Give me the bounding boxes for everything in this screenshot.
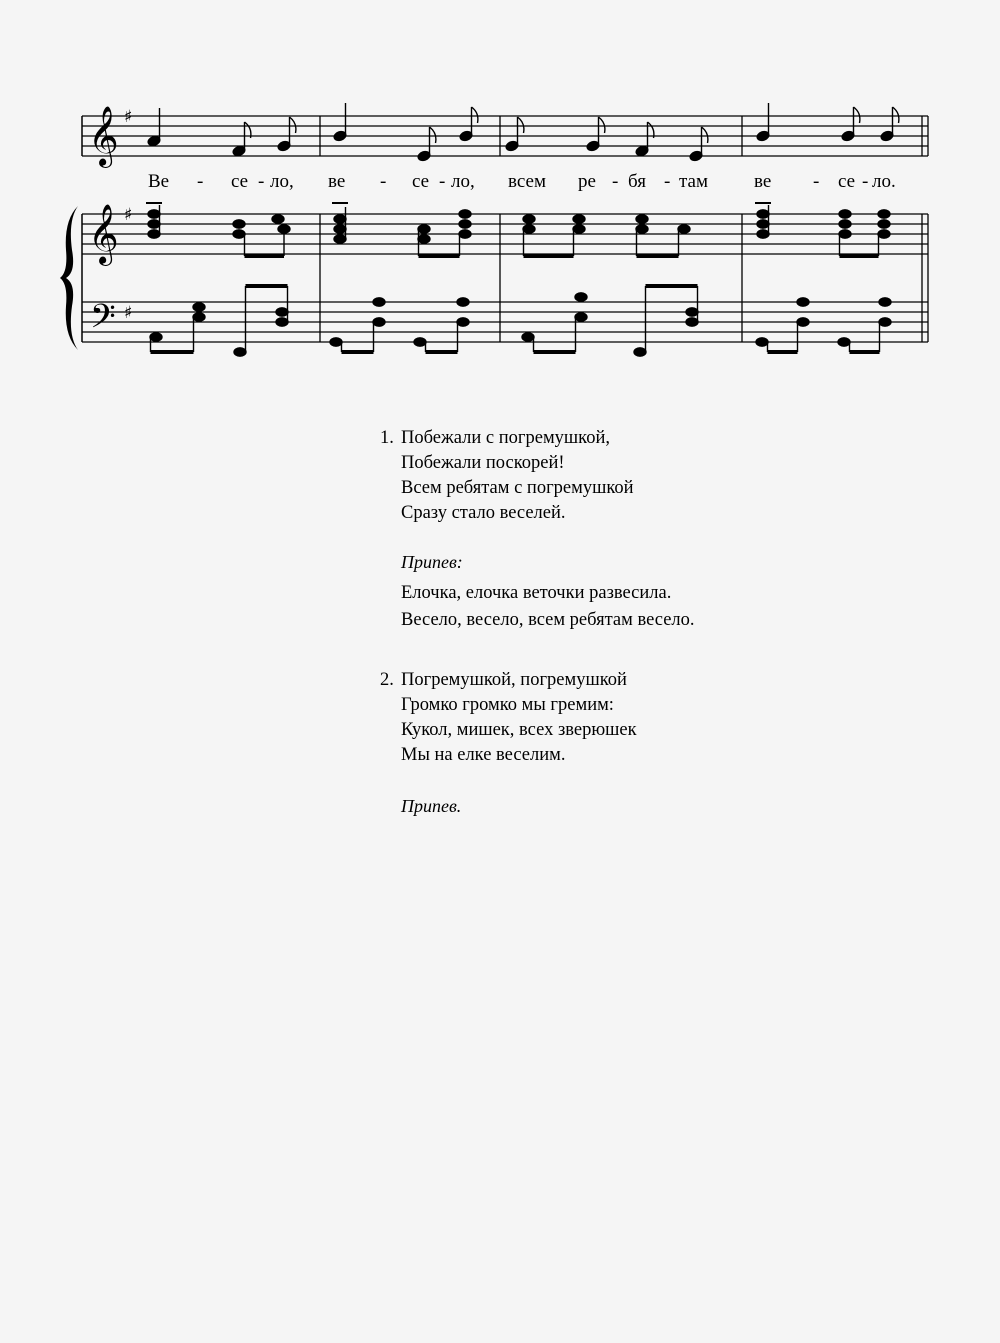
verse-line-text: Побежали с погремушкой,	[401, 428, 610, 448]
piano-brace	[60, 206, 78, 350]
lyric-syllable: Ве	[148, 171, 170, 192]
lyric-hyphen: -	[813, 171, 820, 192]
piano-bass-notes	[150, 286, 891, 356]
refrain-repeat-label: Припев.	[401, 796, 462, 816]
sheet-music-score	[0, 0, 1000, 400]
lyric-syllable: се	[838, 171, 856, 192]
voice-notes	[147, 103, 899, 162]
lyric-syllable: ре	[578, 171, 596, 192]
verse-1	[380, 426, 634, 526]
lyric-syllable: се	[231, 171, 249, 192]
verse-line	[380, 668, 637, 693]
verse-line: Громко громко мы гремим:	[401, 695, 614, 715]
verse-number: 1.	[380, 428, 394, 448]
lyric-hyphen: -	[439, 171, 446, 192]
refrain-text	[401, 580, 695, 634]
verse-line-text: Погремушкой, погремушкой	[401, 670, 627, 690]
lyric-syllable: бя	[628, 171, 646, 192]
verse-line: Всем ребятам с погремушкой	[401, 478, 634, 498]
lyric-syllable: ве	[754, 171, 772, 192]
lyric-syllable: се	[412, 171, 430, 192]
svg-text:♯: ♯	[124, 205, 133, 225]
piano-treble-chords	[146, 203, 890, 256]
lyric-syllable: там	[679, 171, 708, 192]
verse-line: Побежали поскорей!	[401, 453, 565, 473]
treble-clef-icon: 𝄞	[88, 204, 119, 264]
staff-lines	[82, 116, 928, 342]
lyric-syllable: ло.	[872, 171, 896, 192]
verse-line: Мы на елке веселим.	[401, 745, 566, 765]
lyric-hyphen: -	[380, 171, 387, 192]
refrain-label: Припев:	[401, 552, 463, 572]
svg-text:♯: ♯	[124, 107, 133, 127]
lyric-hyphen: -	[612, 171, 619, 192]
lyric-syllable: ло,	[451, 171, 475, 192]
lyric-hyphen: -	[197, 171, 204, 192]
barlines	[82, 116, 928, 342]
lyric-syllable: всем	[508, 171, 546, 192]
treble-clef-icon: 𝄞	[88, 106, 119, 166]
lyric-syllable: ве	[328, 171, 346, 192]
verse-line: Сразу стало веселей.	[401, 503, 566, 523]
refrain-line: Елочка, елочка веточки развесила.	[401, 583, 672, 603]
refrain-line: Весело, весело, всем ребятам весело.	[401, 610, 695, 630]
verse-line	[380, 426, 634, 451]
svg-text:♯: ♯	[124, 303, 133, 323]
lyric-syllable: ло,	[270, 171, 294, 192]
sharp-icon	[124, 107, 132, 323]
verse-2	[380, 668, 637, 768]
lyric-hyphen: -	[258, 171, 265, 192]
verse-line: Кукол, мишек, всех зверюшек	[401, 720, 637, 740]
bass-clef-icon: 𝄢	[90, 298, 116, 344]
lyric-hyphen: -	[664, 171, 671, 192]
lyric-hyphen: -	[862, 171, 869, 192]
verse-number: 2.	[380, 670, 394, 690]
